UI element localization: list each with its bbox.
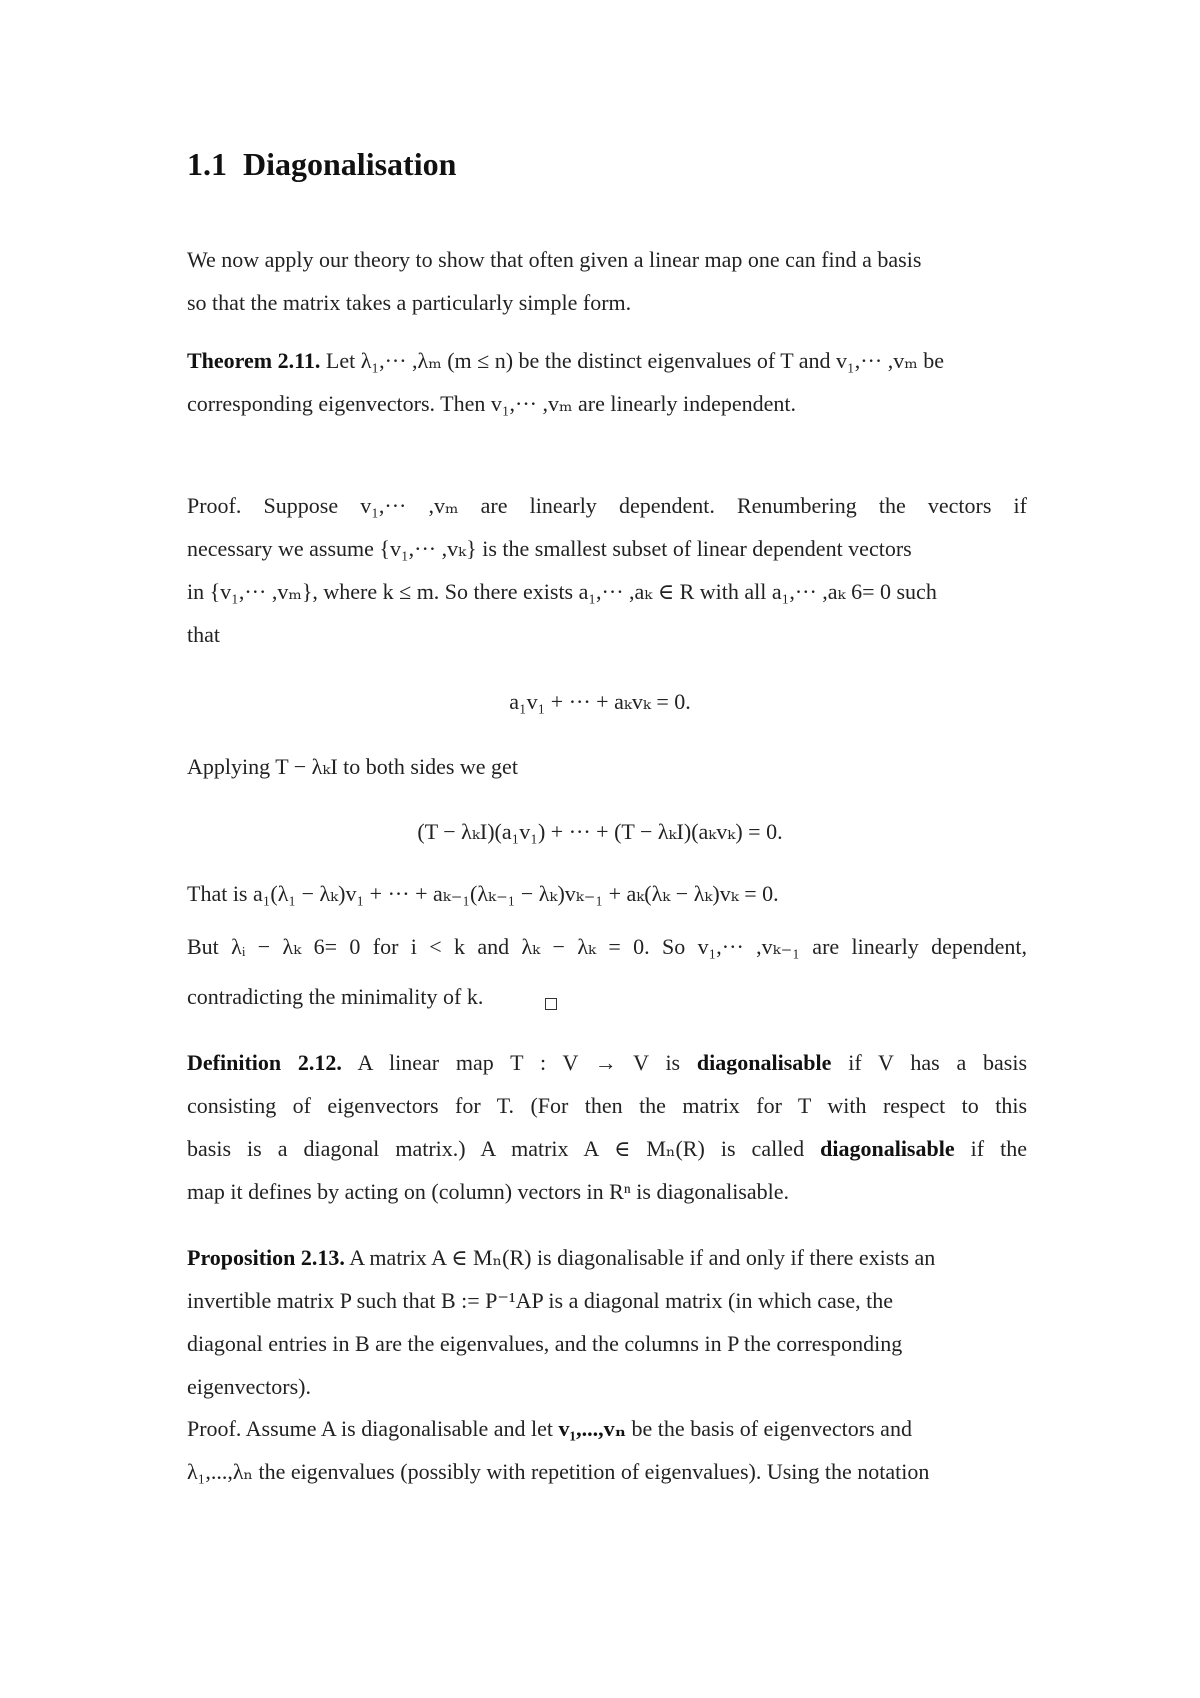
definition-term-2: diagonalisable [820, 1136, 955, 1161]
section-number: 1.1 [187, 146, 227, 182]
proof-line-2: necessary we assume {v₁,··· ,vₖ} is the smallest subset of linear dependent vectors [187, 536, 912, 561]
proof2-line-2: λ₁,...,λₙ the eigenvalues (possibly with repetition of eigenvalues). Using the notation [187, 1459, 930, 1484]
proposition-line-4: eigenvectors). [187, 1374, 311, 1399]
definition-text-a: A linear map T : V → V is [357, 1050, 681, 1075]
proof-line-3: in {v₁,··· ,vₘ}, where k ≤ m. So there exists a₁,··· ,aₖ ∈ R with all a₁,··· ,aₖ 6= 0 such [187, 579, 937, 604]
section-title: Diagonalisation [243, 146, 457, 182]
proof2-text-b: be the basis of eigenvectors and [631, 1416, 912, 1441]
definition-label: Definition 2.12. [187, 1050, 342, 1075]
proof2-text-a: Proof. Assume A is diagonalisable and let [187, 1416, 554, 1441]
proposition-line-3: diagonal entries in B are the eigenvalues, and the columns in P the corresponding [187, 1331, 903, 1356]
theorem-label: Theorem 2.11. [187, 348, 321, 373]
proof-line-5: Applying T − λₖI to both sides we get [187, 754, 518, 779]
definition-text-b: if V has a basis [848, 1050, 1028, 1075]
eigenvector-basis: v₁,...,vₙ [558, 1416, 627, 1441]
theorem-line-1 [187, 346, 944, 376]
definition-line-2: consisting of eigenvectors for T. (For then the matrix for T with respect to this [187, 1093, 1027, 1118]
proposition-label: Proposition 2.13. [187, 1245, 345, 1270]
qed-symbol [545, 998, 557, 1010]
definition-line-1 [187, 1048, 1027, 1078]
proposition-line-1 [187, 1243, 935, 1273]
definition-line-3 [187, 1134, 1027, 1164]
equation-2: (T − λₖI)(a₁v₁) + ··· + (T − λₖI)(aₖvₖ) = 0. [417, 819, 783, 844]
proof-line-6: That is a₁(λ₁ − λₖ)v₁ + ··· + aₖ₋₁(λₖ₋₁ − λₖ)vₖ₋₁ + aₖ(λₖ − λₖ)vₖ = 0. [187, 881, 779, 906]
intro-line-1: We now apply our theory to show that often given a linear map one can find a basis [187, 247, 922, 272]
proof-line-7: But λᵢ − λₖ 6= 0 for i < k and λₖ − λₖ = 0. So v₁,··· ,vₖ₋₁ are linearly dependent, [187, 934, 1027, 959]
intro-line-2: so that the matrix takes a particularly simple form. [187, 290, 632, 315]
section-heading [187, 146, 456, 183]
proposition-text: A matrix A ∈ Mₙ(R) is diagonalisable if and only if there exists an [349, 1245, 936, 1270]
definition-term: diagonalisable [696, 1050, 832, 1075]
proposition-line-2: invertible matrix P such that B := P⁻¹AP is a diagonal matrix (in which case, the [187, 1288, 893, 1313]
proof-line-1: Proof. Suppose v₁,··· ,vₘ are linearly dependent. Renumbering the vectors if [187, 493, 1027, 518]
definition-line-4: map it defines by acting on (column) vectors in Rⁿ is diagonalisable. [187, 1179, 790, 1204]
definition-text-d: if the [970, 1136, 1028, 1161]
equation-1: a₁v₁ + ··· + aₖvₖ = 0. [509, 689, 691, 714]
definition-text-c: basis is a diagonal matrix.) A matrix A ∈ Mₙ(R) is called [187, 1136, 805, 1161]
proof2-line-1 [187, 1414, 912, 1444]
proof-line-8: contradicting the minimality of k. [187, 984, 484, 1009]
theorem-text: Let λ₁,··· ,λₘ (m ≤ n) be the distinct eigenvalues of T and v₁,··· ,vₘ be [325, 348, 944, 373]
proof-line-4: that [187, 622, 220, 647]
theorem-line-2: corresponding eigenvectors. Then v₁,··· ,vₘ are linearly independent. [187, 391, 797, 416]
